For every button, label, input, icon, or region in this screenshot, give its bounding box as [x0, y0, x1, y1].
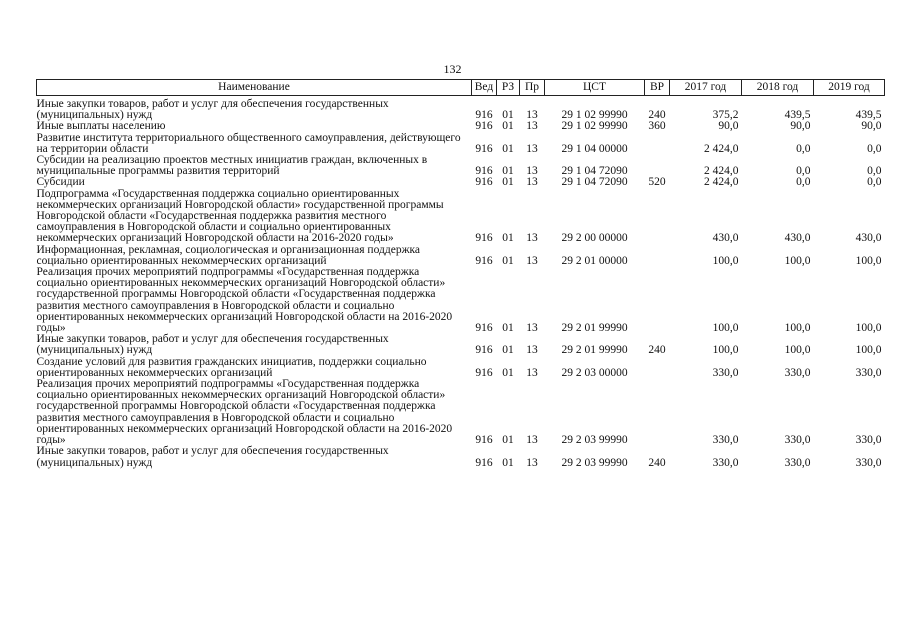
cell-name: Иные выплаты населению — [36, 120, 166, 133]
table-body — [37, 96, 885, 469]
cell-rz: 01 — [502, 254, 514, 267]
header-cst: ЦСТ — [545, 80, 645, 96]
cell-2017: 100,0 — [712, 254, 739, 267]
cell-cst: 29 2 01 00000 — [561, 254, 628, 267]
cell-rz: 01 — [502, 109, 514, 122]
cell-2017: 330,0 — [712, 434, 739, 447]
cell-cst: 29 2 00 00000 — [561, 232, 628, 245]
table-row — [37, 379, 885, 446]
cell-vr: 360 — [648, 120, 666, 133]
cell-2017: 330,0 — [712, 456, 739, 469]
table-row — [37, 189, 885, 245]
cell-rz: 01 — [502, 142, 514, 155]
cell-2018: 0,0 — [796, 142, 811, 155]
table-row — [37, 133, 885, 155]
table-row — [37, 155, 885, 177]
cell-cst: 29 2 03 99990 — [561, 456, 628, 469]
cell-name: Развитие института территориального общественного самоуправления, действующего на территории области — [36, 131, 461, 155]
cell-ved: 916 — [475, 254, 493, 267]
table-row — [37, 245, 885, 267]
cell-name: Иные закупки товаров, работ и услуг для обеспечения государственных (муниципальных) нужд — [36, 98, 389, 122]
cell-vr — [645, 245, 670, 267]
cell-rz: 01 — [502, 120, 514, 133]
table-row — [37, 96, 885, 122]
cell-2017: 100,0 — [712, 322, 739, 335]
cell-rz: 01 — [502, 176, 514, 189]
cell-2017: 330,0 — [712, 366, 739, 379]
cell-2019: 330,0 — [855, 456, 882, 469]
cell-2018: 330,0 — [784, 366, 811, 379]
cell-ved: 916 — [475, 120, 493, 133]
cell-vr — [645, 267, 670, 334]
cell-2019: 0,0 — [867, 165, 882, 178]
cell-name: Иные закупки товаров, работ и услуг для обеспечения государственных (муниципальных) нужд — [36, 445, 389, 469]
cell-cst: 29 2 03 99990 — [561, 434, 628, 447]
cell-2017: 100,0 — [712, 344, 739, 357]
header-2017: 2017 год — [670, 80, 742, 96]
cell-pr: 13 — [526, 254, 538, 267]
cell-pr: 13 — [526, 456, 538, 469]
cell-ved: 916 — [475, 165, 493, 178]
cell-2019: 100,0 — [855, 322, 882, 335]
cell-2019: 330,0 — [855, 434, 882, 447]
cell-2018: 100,0 — [784, 322, 811, 335]
cell-name: Субсидии — [36, 176, 85, 189]
cell-2017: 2 424,0 — [704, 142, 739, 155]
cell-ved: 916 — [475, 434, 493, 447]
header-vr: ВР — [645, 80, 670, 96]
cell-vr — [645, 155, 670, 177]
cell-name: Создание условий для развития гражданских инициатив, поддержки социально ориентированных некоммерческих организаций — [36, 355, 427, 379]
budget-table — [36, 79, 885, 469]
cell-pr: 13 — [526, 344, 538, 357]
cell-cst: 29 1 02 99990 — [561, 120, 628, 133]
table-header-row — [37, 80, 885, 96]
cell-name: Реализация прочих мероприятий подпрограммы «Государственная поддержка социально ориентированных некоммерческих организаций Новгородской области» государственной программы Новгородской области «Государственная поддержка развития местного самоуправления в Новгородской области и социально ориентированных некоммерческих организаций Новгородской области на 2016-2020 годы» — [36, 378, 453, 447]
cell-name: Подпрограмма «Государственная поддержка социально ориентированных некоммерческих организаций Новгородской области» государственной программы Новгородской области «Государственная поддержка развития местного самоуправления в Новгородской области и социально ориентированных некоммерческих организаций Новгородской области на 2016-2020 годы» — [36, 187, 444, 245]
cell-vr: 520 — [648, 176, 666, 189]
table-row — [37, 334, 885, 356]
cell-ved: 916 — [475, 456, 493, 469]
cell-vr — [645, 189, 670, 245]
header-name: Наименование — [37, 80, 472, 96]
header-2019: 2019 год — [814, 80, 885, 96]
cell-vr — [645, 133, 670, 155]
table-row — [37, 121, 885, 132]
cell-cst: 29 2 01 99990 — [561, 322, 628, 335]
cell-2017: 2 424,0 — [704, 165, 739, 178]
table-row — [37, 267, 885, 334]
cell-vr: 240 — [648, 456, 666, 469]
cell-cst: 29 1 04 00000 — [561, 142, 628, 155]
cell-2018: 330,0 — [784, 434, 811, 447]
cell-2018: 330,0 — [784, 456, 811, 469]
cell-2019: 430,0 — [855, 232, 882, 245]
cell-cst: 29 1 04 72090 — [561, 165, 628, 178]
cell-2019: 439,5 — [855, 109, 882, 122]
cell-ved: 916 — [475, 322, 493, 335]
cell-vr — [645, 379, 670, 446]
cell-vr: 240 — [648, 109, 666, 122]
cell-pr: 13 — [526, 322, 538, 335]
cell-name: Иные закупки товаров, работ и услуг для обеспечения государственных (муниципальных) нужд — [36, 333, 389, 357]
cell-pr: 13 — [526, 120, 538, 133]
table-row — [37, 357, 885, 379]
cell-2018: 430,0 — [784, 232, 811, 245]
cell-pr: 13 — [526, 109, 538, 122]
cell-pr: 13 — [526, 165, 538, 178]
cell-pr: 13 — [526, 232, 538, 245]
cell-2018: 90,0 — [790, 120, 811, 133]
header-pr: Пр — [520, 80, 545, 96]
cell-ved: 916 — [475, 142, 493, 155]
cell-rz: 01 — [502, 165, 514, 178]
header-2018: 2018 год — [742, 80, 814, 96]
cell-2019: 90,0 — [861, 120, 882, 133]
cell-vr: 240 — [648, 344, 666, 357]
cell-name: Реализация прочих мероприятий подпрограммы «Государственная поддержка социально ориентированных некоммерческих организаций Новгородской области» государственной программы Новгородской области «Государственная поддержка развития местного самоуправления в Новгородской области и социально ориентированных некоммерческих организаций Новгородской области на 2016-2020 годы» — [36, 266, 453, 335]
cell-2017: 375,2 — [712, 109, 739, 122]
cell-name: Субсидии на реализацию проектов местных инициатив граждан, включенных в муниципальные программы развития территорий — [36, 154, 428, 178]
cell-2019: 100,0 — [855, 344, 882, 357]
cell-rz: 01 — [502, 344, 514, 357]
cell-2018: 100,0 — [784, 254, 811, 267]
cell-2018: 439,5 — [784, 109, 811, 122]
cell-pr: 13 — [526, 434, 538, 447]
cell-rz: 01 — [502, 434, 514, 447]
cell-ved: 916 — [475, 176, 493, 189]
cell-2019: 100,0 — [855, 254, 882, 267]
cell-2017: 90,0 — [718, 120, 739, 133]
cell-2019: 330,0 — [855, 366, 882, 379]
page-number: 132 — [443, 62, 462, 76]
cell-ved: 916 — [475, 109, 493, 122]
cell-rz: 01 — [502, 232, 514, 245]
cell-ved: 916 — [475, 344, 493, 357]
cell-rz: 01 — [502, 456, 514, 469]
cell-vr — [645, 357, 670, 379]
cell-pr: 13 — [526, 142, 538, 155]
cell-cst: 29 2 01 99990 — [561, 344, 628, 357]
cell-pr: 13 — [526, 366, 538, 379]
header-rz: РЗ — [497, 80, 520, 96]
cell-cst: 29 1 02 99990 — [561, 109, 628, 122]
cell-rz: 01 — [502, 366, 514, 379]
cell-ved: 916 — [475, 232, 493, 245]
cell-2017: 2 424,0 — [704, 176, 739, 189]
cell-2019: 0,0 — [867, 142, 882, 155]
header-ved: Вед — [472, 80, 497, 96]
cell-2018: 0,0 — [796, 165, 811, 178]
cell-cst: 29 2 03 00000 — [561, 366, 628, 379]
cell-2018: 100,0 — [784, 344, 811, 357]
cell-ved: 916 — [475, 366, 493, 379]
table-row — [37, 177, 885, 188]
cell-cst: 29 1 04 72090 — [561, 176, 628, 189]
cell-pr: 13 — [526, 176, 538, 189]
table-row — [37, 446, 885, 468]
cell-name: Информационная, рекламная, социологическая и организационная поддержка социально ориентированных некоммерческих организаций — [36, 243, 421, 267]
cell-rz: 01 — [502, 322, 514, 335]
cell-2017: 430,0 — [712, 232, 739, 245]
cell-2018: 0,0 — [796, 176, 811, 189]
cell-2019: 0,0 — [867, 176, 882, 189]
